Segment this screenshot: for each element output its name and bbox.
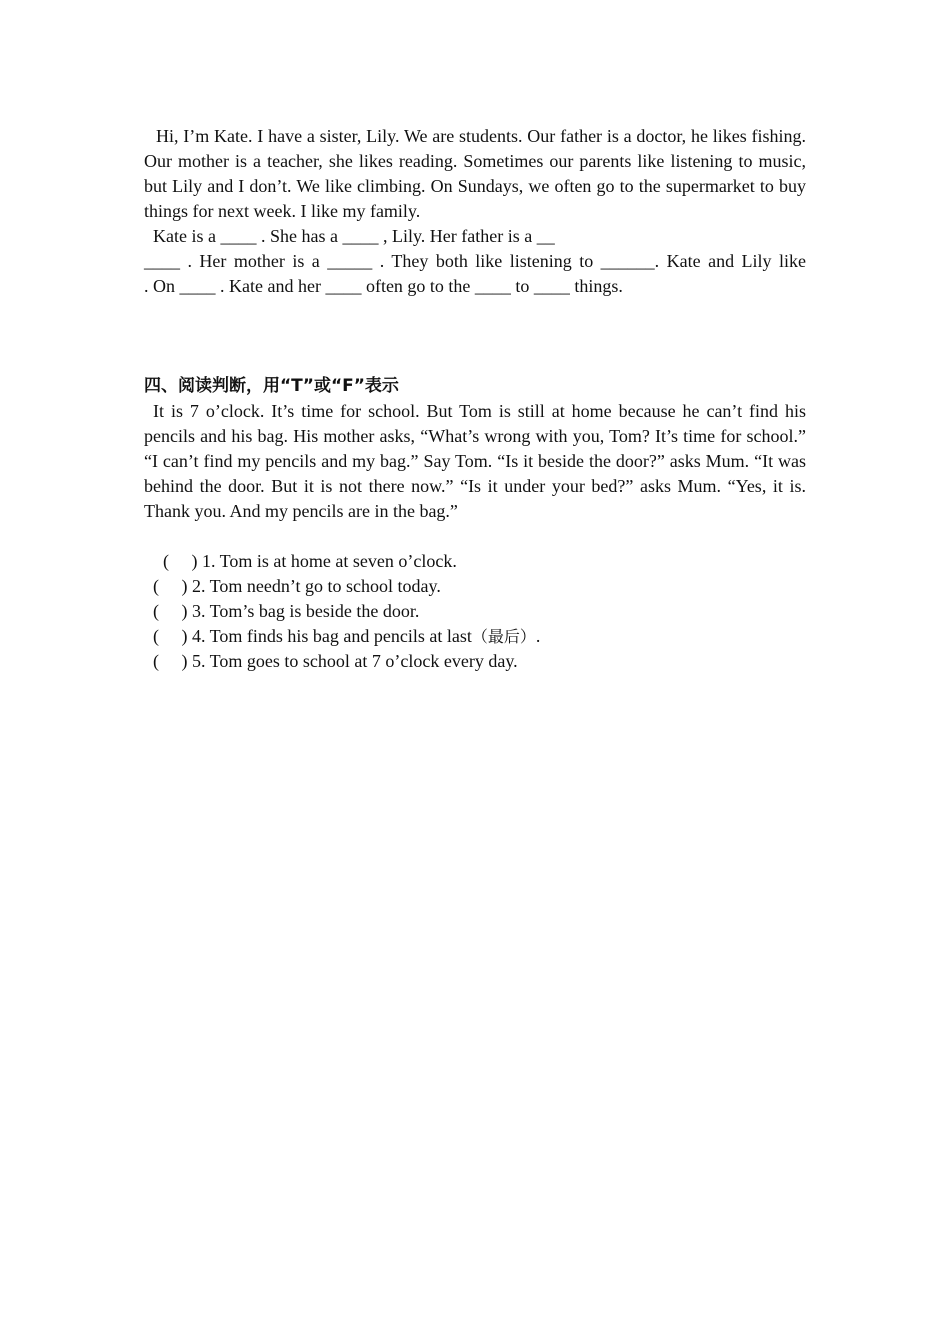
cloze-line-2: ____ . Her mother is a _____ . They both like listening to ______. Kate and Lily like (144, 251, 806, 271)
passage-tom: It is 7 o’clock. It’s time for school. But Tom is still at home because he can’t find his pencils and his bag. His mother asks, “What’s wrong with you, Tom? It’s time for school.” “I can’t find my pencils and my bag.” Say Tom. “Is it beside the door?” asks Mum. “It was behind the door. But it is not there now.” “Is it under your bed?” asks Mum. “Yes, it is. Thank you. And my pencils are in the bag.” (144, 401, 806, 521)
section-4-heading: 四、阅读判断，用“T”或“F”表示 (144, 376, 399, 396)
question-4-text: ( ) 4. Tom finds his bag and pencils at last (153, 626, 472, 646)
question-1: ( ) 1. Tom is at home at seven o’clock. (163, 551, 457, 571)
question-2: ( ) 2. Tom needn’t go to school today. (153, 576, 441, 596)
question-5: ( ) 5. Tom goes to school at 7 o’clock every day. (153, 651, 518, 671)
cloze-summary (144, 224, 806, 299)
question-4-end: . (535, 626, 541, 646)
question-3: ( ) 3. Tom’s bag is beside the door. (153, 601, 420, 621)
question-4 (144, 624, 806, 649)
passage-kate-family: Hi, I’m Kate. I have a sister, Lily. We are students. Our father is a doctor, he likes fishing. Our mother is a teacher, she likes reading. Sometimes our parents like listening to music, but Lily and I don’t. We like climbing. On Sundays, we often go to the supermarket to buy things for next week. I like my family. (144, 126, 806, 221)
cloze-line-1: Kate is a ____ . She has a ____ , Lily. Her father is a __ (153, 226, 555, 246)
true-false-questions (144, 549, 806, 674)
document-page (144, 124, 806, 674)
spacer (144, 524, 806, 549)
question-4-note: （最后） (471, 627, 536, 646)
cloze-line-3: . On ____ . Kate and her ____ often go to the ____ to ____ things. (144, 276, 623, 296)
